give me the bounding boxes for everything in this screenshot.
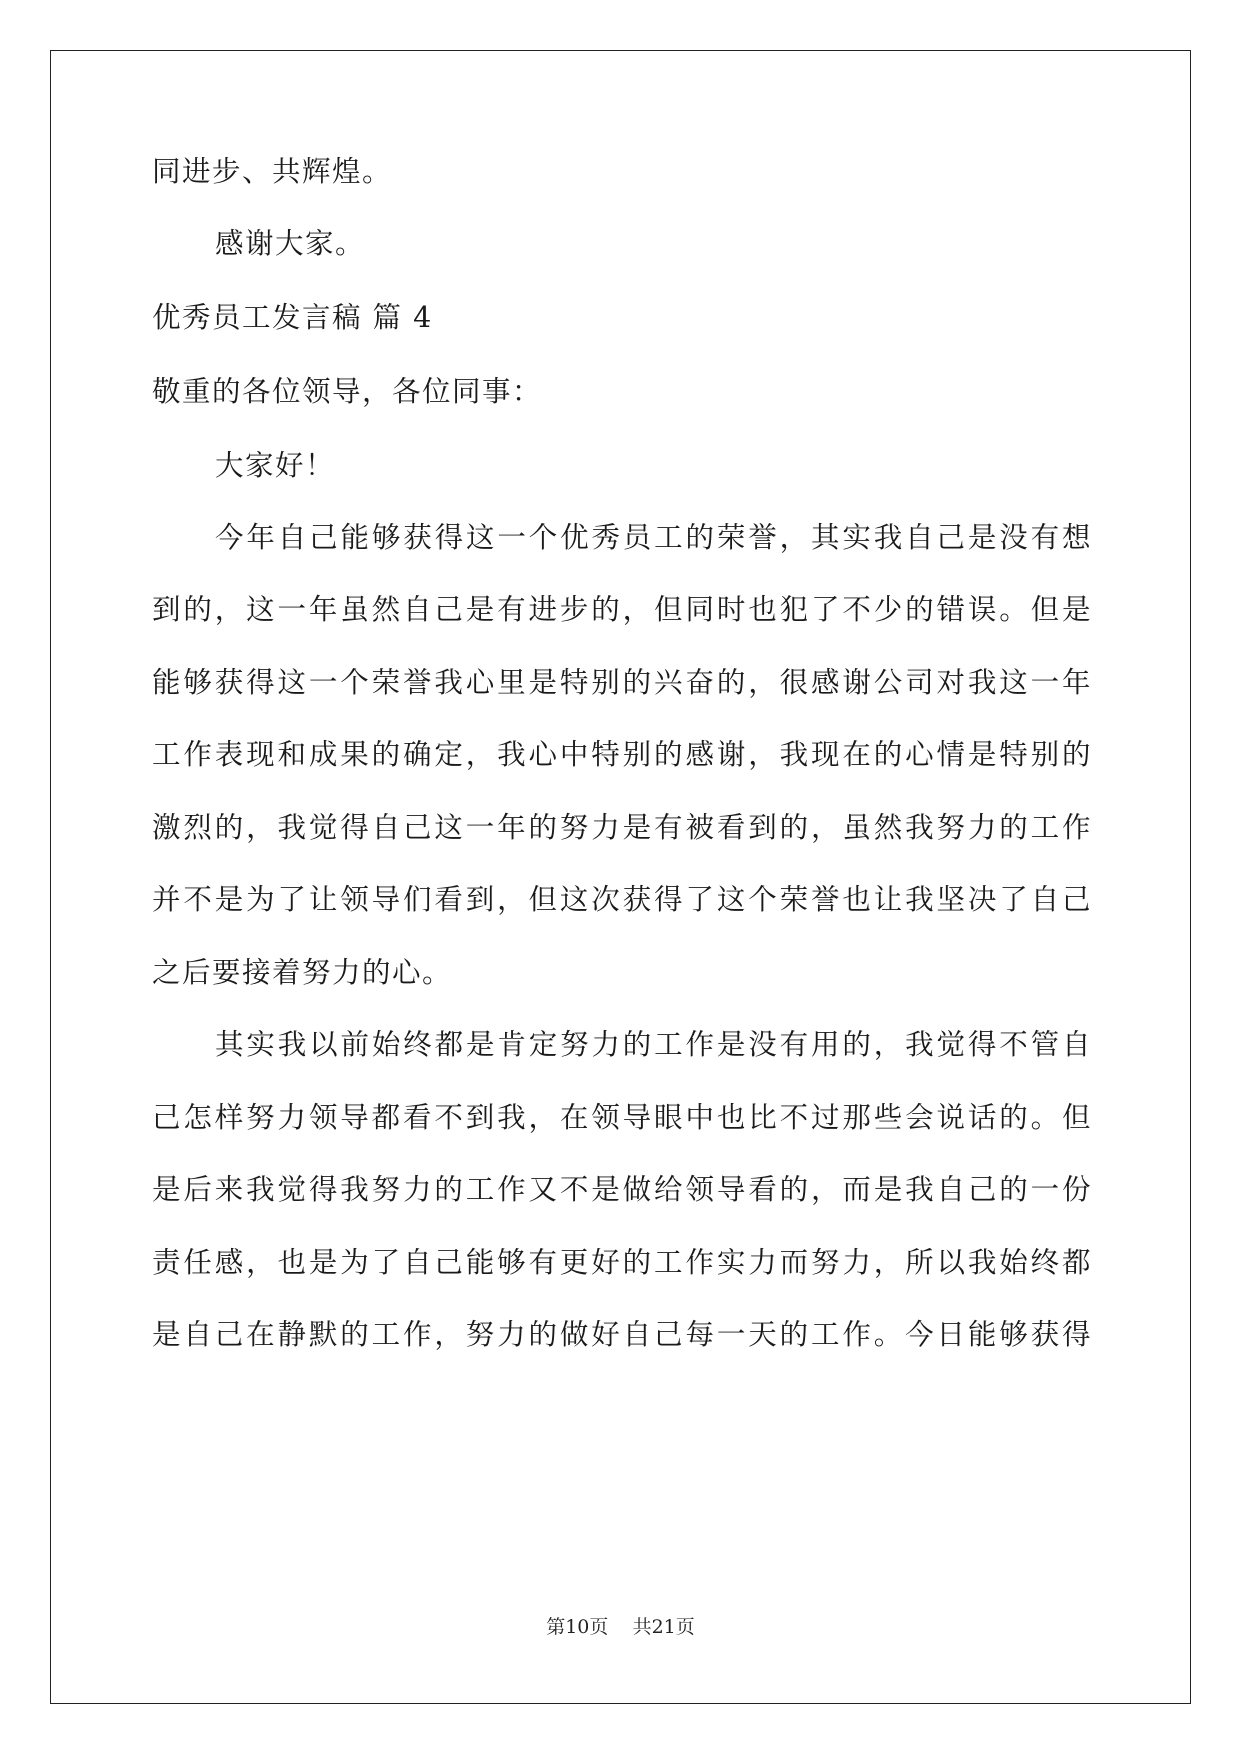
page-number: 10 <box>565 1616 590 1638</box>
text-line: 感谢大家。 <box>215 227 366 260</box>
page-suffix: 页 <box>589 1616 609 1638</box>
text-line: 同进步、共辉煌。 <box>152 155 393 188</box>
text-line: 能够获得这一个荣誉我心里是特别的兴奋的，很感谢公司对我这一年 <box>152 666 1092 699</box>
text-line: 到的，这一年虽然自己是有进步的，但同时也犯了不少的错误。但是 <box>152 593 1092 626</box>
text-line: 是自己在静默的工作，努力的做好自己每一天的工作。今日能够获得 <box>152 1318 1092 1351</box>
text-line: 工作表现和成果的确定，我心中特别的感谢，我现在的心情是特别的 <box>152 738 1092 771</box>
text-line: 今年自己能够获得这一个优秀员工的荣誉，其实我自己是没有想 <box>215 521 1092 554</box>
text-line: 是后来我觉得我努力的工作又不是做给领导看的，而是我自己的一份 <box>152 1173 1092 1206</box>
section-heading: 优秀员工发言稿 篇 4 <box>152 301 433 334</box>
salutation: 敬重的各位领导，各位同事： <box>152 375 543 408</box>
text-line: 己怎样努力领导都看不到我，在领导眼中也比不过那些会说话的。但 <box>152 1101 1092 1134</box>
text-line: 并不是为了让领导们看到，但这次获得了这个荣誉也让我坚决了自己 <box>152 883 1092 916</box>
text-line: 之后要接着努力的心。 <box>152 956 453 989</box>
total-pages: 21 <box>651 1616 676 1638</box>
greeting: 大家好！ <box>215 449 336 482</box>
total-prefix: 共 <box>632 1616 652 1638</box>
text-line: 其实我以前始终都是肯定努力的工作是没有用的，我觉得不管自 <box>215 1028 1092 1061</box>
text-line: 责任感，也是为了自己能够有更好的工作实力而努力，所以我始终都 <box>152 1246 1092 1279</box>
page-footer <box>0 1614 1241 1640</box>
text-line: 激烈的，我觉得自己这一年的努力是有被看到的，虽然我努力的工作 <box>152 811 1092 844</box>
page-prefix: 第 <box>546 1616 566 1638</box>
total-suffix: 页 <box>675 1616 695 1638</box>
